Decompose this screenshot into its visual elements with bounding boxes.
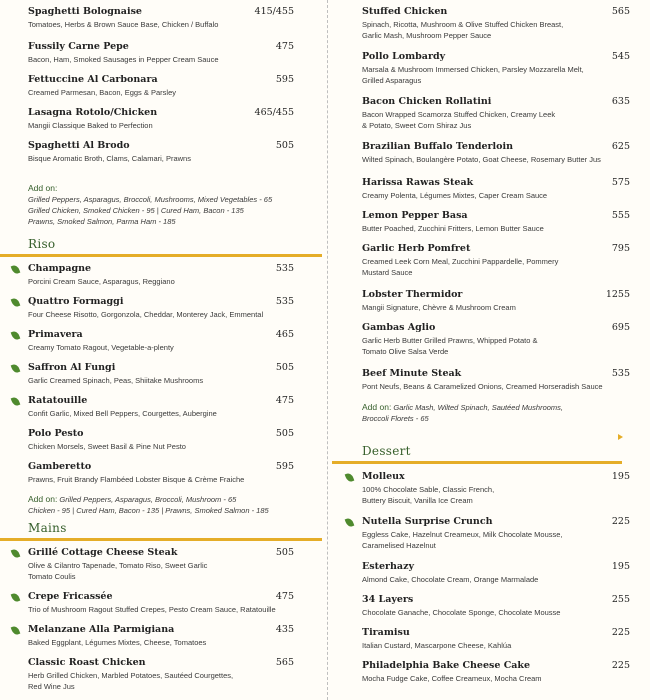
section-dessert	[332, 444, 622, 464]
item-price: 595	[275, 74, 294, 85]
item-name: Gamberetto 595	[28, 461, 294, 472]
menu-item	[28, 41, 294, 65]
menu-item	[28, 74, 294, 98]
item-desc: Mangii Classique Baked to Perfection	[28, 121, 153, 130]
section-title: Mains	[28, 521, 67, 535]
item-desc: Confit Garlic, Mixed Bell Peppers, Courgettes, Aubergine	[28, 409, 217, 418]
item-name: Brazilian Buffalo Tenderloin 625	[362, 141, 630, 152]
item-desc: Garlic Creamed Spinach, Peas, Shiitake Mushrooms	[28, 376, 204, 385]
menu-item	[28, 107, 294, 131]
section-title: Riso	[28, 237, 56, 251]
menu-item	[362, 471, 630, 506]
item-name: Primavera 465	[28, 329, 294, 340]
item-price: 555	[611, 210, 630, 221]
section-mains	[0, 521, 322, 541]
item-price: 475	[275, 395, 294, 406]
menu-item	[28, 296, 294, 320]
item-desc: Eggless Cake, Hazelnut Creameux, Milk Chocolate Mousse, Caramelised Hazelnut	[362, 530, 563, 550]
leaf-icon	[11, 625, 21, 636]
item-price: 695	[611, 322, 630, 333]
item-desc: Tomatoes, Herbs & Brown Sauce Base, Chicken / Buffalo	[28, 20, 219, 29]
menu-item	[362, 141, 630, 165]
item-name: Bacon Chicken Rollatini 635	[362, 96, 630, 107]
addon-label: Add on:	[28, 494, 58, 504]
item-desc: Pont Neufs, Beans & Caramelized Onions, Creamed Horseradish Sauce	[362, 382, 603, 391]
item-price: 795	[611, 243, 630, 254]
addon-line: Prawns, Smoked Salmon, Parma Ham - 185	[28, 217, 176, 226]
item-desc: Bacon, Ham, Smoked Sausages in Pepper Cream Sauce	[28, 55, 219, 64]
item-price: 475	[275, 41, 294, 52]
item-name: Crepe Fricassée 475	[28, 591, 294, 602]
item-name: Ratatouille 475	[28, 395, 294, 406]
item-name: Spaghetti Al Brodo 505	[28, 140, 294, 151]
leaf-icon	[345, 472, 355, 483]
item-desc: Trio of Mushroom Ragout Stuffed Crepes, Pesto Cream Sauce, Ratatouille	[28, 605, 276, 614]
menu-item	[362, 561, 630, 585]
item-name: Lasagna Rotolo/Chicken 465/455	[28, 107, 294, 118]
menu-item	[362, 243, 630, 278]
item-price: 535	[275, 296, 294, 307]
section-underline	[0, 254, 322, 257]
menu-item	[362, 6, 630, 41]
addon-line: Broccoli Florets - 65	[362, 414, 429, 423]
menu-item	[362, 516, 630, 551]
item-price: 475	[275, 591, 294, 602]
item-price: 195	[611, 561, 630, 572]
item-price: 505	[275, 428, 294, 439]
menu-item	[28, 140, 294, 164]
item-desc: Creamed Leek Corn Meal, Zucchini Pappardelle, Pommery Mustard Sauce	[362, 257, 559, 277]
item-name: Stuffed Chicken 565	[362, 6, 630, 17]
item-price: 565	[611, 6, 630, 17]
item-name: 34 Layers 255	[362, 594, 630, 605]
item-desc: Bisque Aromatic Broth, Clams, Calamari, Prawns	[28, 154, 191, 163]
menu-item	[28, 591, 294, 615]
item-price: 505	[275, 547, 294, 558]
item-desc: Four Cheese Risotto, Gorgonzola, Cheddar, Monterey Jack, Emmental	[28, 310, 264, 319]
addon-label: Add on:	[28, 183, 58, 193]
leaf-icon	[11, 396, 21, 407]
section-underline	[0, 538, 322, 541]
item-name: Fussily Carne Pepe 475	[28, 41, 294, 52]
item-price: 435	[275, 624, 294, 635]
item-price: 465	[275, 329, 294, 340]
item-price: 595	[275, 461, 294, 472]
leaf-icon	[11, 363, 21, 374]
menu-item	[28, 657, 294, 692]
item-price: 225	[611, 516, 630, 527]
menu-item	[28, 263, 294, 287]
item-desc: 100% Chocolate Sable, Classic French, Buttery Biscuit, Vanilla Ice Cream	[362, 485, 495, 505]
item-name: Classic Roast Chicken 565	[28, 657, 294, 668]
item-name: Tiramisu 225	[362, 627, 630, 638]
section-title: Dessert	[362, 444, 411, 458]
menu-item	[362, 594, 630, 618]
item-desc: Mangii Signature, Chèvre & Mushroom Cream	[362, 303, 516, 312]
item-desc: Prawns, Fruit Brandy Flambéed Lobster Bisque & Crème Fraiche	[28, 475, 245, 484]
column-divider	[327, 0, 328, 700]
item-desc: Herb Grilled Chicken, Marbled Potatoes, Sautéed Courgettes, Red Wine Jus	[28, 671, 234, 691]
leaf-icon	[11, 592, 21, 603]
item-name: Molleux 195	[362, 471, 630, 482]
item-name: Gambas Aglio 695	[362, 322, 630, 333]
pasta-addon	[28, 183, 294, 227]
item-desc: Spinach, Ricotta, Mushroom & Olive Stuffed Chicken Breast, Garlic Mash, Mushroom Pepper Sauce	[362, 20, 564, 40]
menu-item	[28, 6, 294, 30]
menu-item	[362, 289, 630, 313]
item-price: 545	[611, 51, 630, 62]
item-desc: Bacon Wrapped Scamorza Stuffed Chicken, Creamy Leek & Potato, Sweet Corn Shiraz Jus	[362, 110, 556, 130]
item-desc: Baked Eggplant, Légumes Mixtes, Cheese, Tomatoes	[28, 638, 207, 647]
leaf-icon	[345, 517, 355, 528]
item-desc: Porcini Cream Sauce, Asparagus, Reggiano	[28, 277, 175, 286]
item-name: Quattro Formaggi 535	[28, 296, 294, 307]
section-riso	[0, 237, 322, 257]
section-underline	[332, 461, 622, 464]
item-price: 565	[275, 657, 294, 668]
item-price: 535	[611, 368, 630, 379]
menu-item	[28, 461, 294, 485]
item-name: Harissa Rawas Steak 575	[362, 177, 630, 188]
item-price: 505	[275, 362, 294, 373]
menu-item	[28, 547, 294, 582]
item-price: 535	[275, 263, 294, 274]
item-price: 635	[611, 96, 630, 107]
item-name: Beef Minute Steak 535	[362, 368, 630, 379]
item-desc: Creamed Parmesan, Bacon, Eggs & Parsley	[28, 88, 176, 97]
item-desc: Marsala & Mushroom Immersed Chicken, Parsley Mozzarella Melt, Grilled Asparagus	[362, 65, 584, 85]
item-desc: Almond Cake, Chocolate Cream, Orange Marmalade	[362, 575, 539, 584]
menu-item	[362, 660, 630, 684]
item-price: 255	[611, 594, 630, 605]
item-name: Fettuccine Al Carbonara 595	[28, 74, 294, 85]
item-name: Melanzane Alla Parmigiana 435	[28, 624, 294, 635]
item-name: Garlic Herb Pomfret 795	[362, 243, 630, 254]
leaf-icon	[11, 548, 21, 559]
item-name: Spaghetti Bolognaise 415/455	[28, 6, 294, 17]
item-price: 225	[611, 660, 630, 671]
menu-item	[362, 177, 630, 201]
item-desc: Wilted Spinach, Boulangère Potato, Goat Cheese, Rosemary Butter Jus	[362, 155, 601, 164]
leaf-icon	[11, 330, 21, 341]
item-desc: Chocolate Ganache, Chocolate Sponge, Chocolate Mousse	[362, 608, 561, 617]
mains-addon	[362, 402, 630, 424]
menu-item	[362, 96, 630, 131]
item-price: 465/455	[254, 107, 294, 118]
addon-line: Grilled Chicken, Smoked Chicken - 95 | Cured Ham, Bacon - 135	[28, 206, 244, 215]
menu-item	[362, 368, 630, 392]
riso-addon	[28, 494, 294, 516]
item-name: Saffron Al Fungi 505	[28, 362, 294, 373]
addon-line: Grilled Peppers, Asparagus, Broccoli, Mushrooms, Mixed Vegetables - 65	[28, 195, 273, 204]
item-name: Lobster Thermidor 1255	[362, 289, 630, 300]
leaf-icon	[11, 264, 21, 275]
item-price: 415/455	[254, 6, 294, 17]
addon-line: Grilled Peppers, Asparagus, Broccoli, Mushroom - 65	[59, 495, 237, 504]
item-price: 505	[275, 140, 294, 151]
item-desc: Olive & Cilantro Tapenade, Tomato Riso, Sweet Garlic Tomato Coulis	[28, 561, 208, 581]
item-name: Philadelphia Bake Cheese Cake 225	[362, 660, 630, 671]
menu-item	[28, 624, 294, 648]
item-desc: Italian Custard, Mascarpone Cheese, Kahlúa	[362, 641, 512, 650]
item-price: 625	[611, 141, 630, 152]
leaf-icon	[11, 297, 21, 308]
menu-item	[362, 210, 630, 234]
item-desc: Chicken Morsels, Sweet Basil & Pine Nut Pesto	[28, 442, 186, 451]
item-desc: Garlic Herb Butter Grilled Prawns, Whipped Potato & Tomato Olive Salsa Verde	[362, 336, 538, 356]
menu-item	[28, 428, 294, 452]
item-desc: Mocha Fudge Cake, Coffee Creameux, Mocha Cream	[362, 674, 542, 683]
menu-item	[362, 322, 630, 357]
item-name: Lemon Pepper Basa 555	[362, 210, 630, 221]
addon-label: Add on:	[362, 402, 392, 412]
item-desc: Creamy Tomato Ragout, Vegetable-a-plenty	[28, 343, 174, 352]
item-name: Pollo Lombardy 545	[362, 51, 630, 62]
item-price: 1255	[605, 289, 630, 300]
addon-line: Chicken - 95 | Cured Ham, Bacon - 135 | Prawns, Smoked Salmon - 185	[28, 506, 269, 515]
menu-item	[28, 395, 294, 419]
menu-item	[28, 329, 294, 353]
item-desc: Creamy Polenta, Légumes Mixtes, Caper Cream Sauce	[362, 191, 548, 200]
item-price: 195	[611, 471, 630, 482]
arrow-icon	[618, 434, 623, 440]
menu-item	[28, 362, 294, 386]
item-name: Polo Pesto 505	[28, 428, 294, 439]
addon-line: Garlic Mash, Wilted Spinach, Sautéed Mushrooms,	[393, 403, 563, 412]
item-name: Esterhazy 195	[362, 561, 630, 572]
item-name: Grillé Cottage Cheese Steak 505	[28, 547, 294, 558]
item-name: Nutella Surprise Crunch 225	[362, 516, 630, 527]
item-desc: Butter Poached, Zucchini Fritters, Lemon Butter Sauce	[362, 224, 544, 233]
item-name: Champagne 535	[28, 263, 294, 274]
menu-item	[362, 627, 630, 651]
item-price: 225	[611, 627, 630, 638]
item-price: 575	[611, 177, 630, 188]
menu-item	[362, 51, 630, 86]
